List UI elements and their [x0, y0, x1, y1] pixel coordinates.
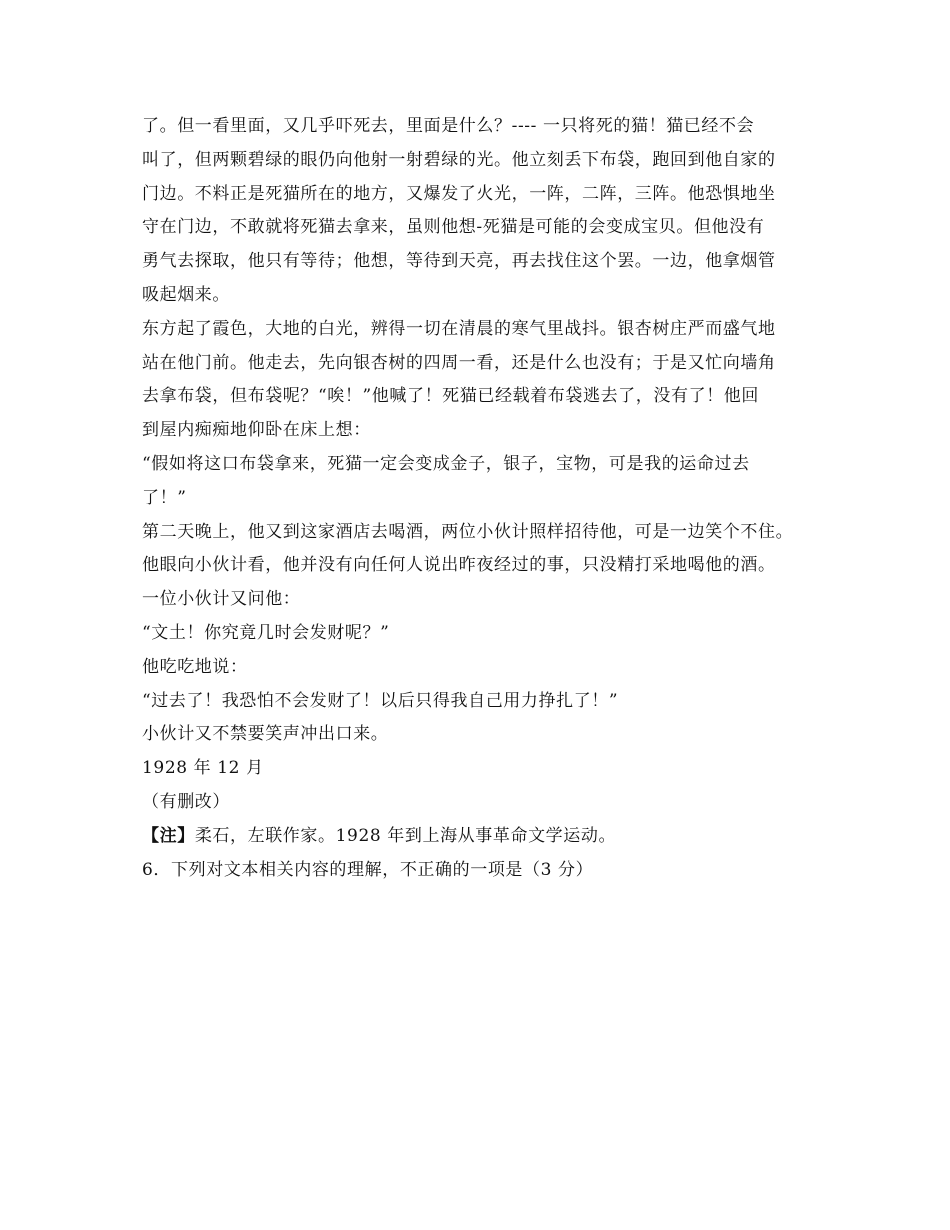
note-mark: 【注】	[142, 825, 195, 846]
text-line: 了！”	[142, 487, 187, 508]
author-note	[142, 820, 832, 854]
text-line: “文土！你究竟几时会发财呢？”	[142, 622, 390, 643]
text-line: “假如将这口布袋拿来，死猫一定会变成金子，银子，宝物，可是我的运命过去	[142, 453, 750, 474]
edit-note: （有删改）	[142, 791, 230, 812]
text-line: 他眼向小伙计看，他并没有向任何人说出昨夜经过的事，只没精打采地喝他的酒。	[142, 555, 776, 576]
date-line: 1928 年 12 月	[142, 758, 264, 779]
text-line: 他吃吃地说：	[142, 656, 248, 677]
text-line: 门边。不料正是死猫所在的地方，又爆发了火光，一阵，二阵，三阵。他恐惧地坐	[142, 183, 776, 204]
text-line: 吸起烟来。	[142, 284, 230, 305]
text-line: 一位小伙计又问他：	[142, 589, 301, 610]
text-line: 东方起了霞色，大地的白光，辨得一切在清晨的寒气里战抖。银杏树庄严而盛气地	[142, 318, 776, 339]
text-line: 第二天晚上，他又到这家酒店去喝酒，两位小伙计照样招待他，可是一边笑个不住。	[142, 521, 794, 542]
text-line: 到屋内痴痴地仰卧在床上想：	[142, 420, 371, 441]
question-6: 6．下列对文本相关内容的理解，不正确的一项是（3 分）	[142, 859, 594, 880]
text-line: 守在门边，不敢就将死猫去拿来，虽则他想-死猫是可能的会变成宝贝。但他没有	[142, 217, 765, 238]
text-line: 了。但一看里面，又几乎吓死去，里面是什么？---- 一只将死的猫！猫已经不会	[142, 116, 755, 136]
document-page	[142, 110, 832, 887]
note-text: 柔石，左联作家。1928 年到上海从事革命文学运动。	[194, 825, 617, 846]
text-line: 叫了，但两颗碧绿的眼仍向他射一射碧绿的光。他立刻丢下布袋，跑回到他自家的	[142, 149, 776, 170]
text-line: “过去了！我恐怕不会发财了！以后只得我自己用力挣扎了！”	[142, 690, 619, 711]
text-line: 勇气去探取，他只有等待；他想，等待到天亮，再去找住这个罢。一边，他拿烟管	[142, 251, 776, 272]
text-line: 去拿布袋，但布袋呢？“唉！”他喊了！死猫已经载着布袋逃去了，没有了！他回	[142, 386, 759, 407]
text-line: 小伙计又不禁要笑声冲出口来。	[142, 724, 389, 745]
text-line: 站在他门前。他走去，先向银杏树的四周一看，还是什么也没有；于是又忙向墙角	[142, 352, 776, 373]
